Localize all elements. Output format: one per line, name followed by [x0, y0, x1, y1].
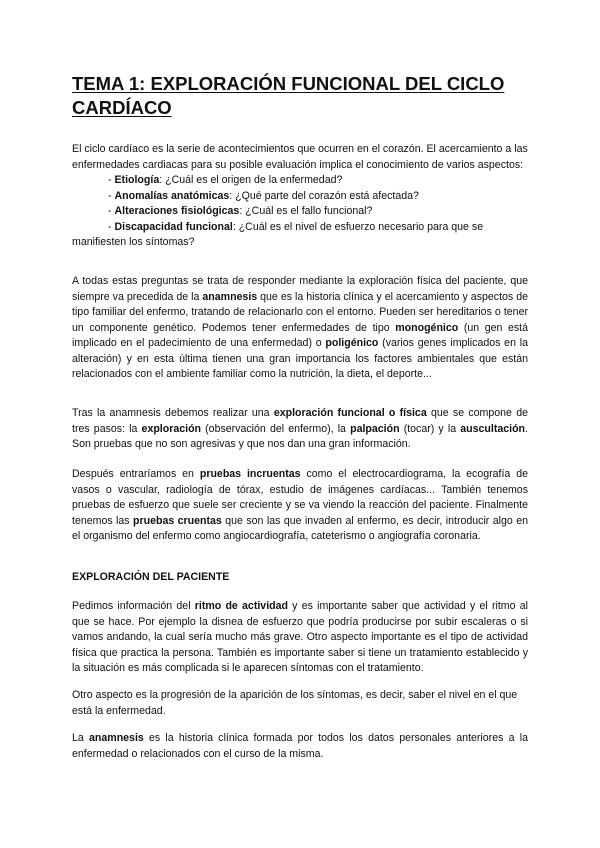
paragraph-anamnesis: A todas estas preguntas se trata de responder mediante la exploración física del paciente, que siempre va precedida de la anamnesis que es la historia clínica y el acercamiento y aspectos de tipo familiar del enfermo, tratando de relacionarlo con el entorno. Pueden ser hereditarios o tener un componente genético. Podemos tener enfermedades de tipo monogénico (un gen está implicado en el padecimiento de una enfermedad) o poligénico (varios genes implicados en la alteración) y en esta última tienen una gran importancia los factores ambientales que están relacionados con el ambiente familiar como la nutrición, la dieta, el deporte...: [72, 275, 528, 380]
list-item-term: Discapacidad funcional: [114, 220, 233, 233]
paragraph-exploracion: Tras la anamnesis debemos realizar una exploración funcional o física que se compone de tres pasos: la exploración (observación del enfermo), la palpación (tocar) y la auscultación. Son pruebas que no son agresivas y que nos dan una gran información.: [72, 407, 528, 450]
intro-paragraph: [72, 142, 528, 251]
section-heading: EXPLORACIÓN DEL PACIENTE: [72, 571, 230, 583]
paragraph-pruebas: Después entraríamos en pruebas incruentas como el electrocardiograma, la ecografía de vasos o vascular, radiología de tórax, estudio de imágenes cardíacas... También tenemos pruebas de esfuerzo que suele ser creciente y se va viendo la reacción del paciente. Finalmente tenemos las pruebas cruentas que son las que invaden al enfermo, es decir, introducir algo en el organismo del enfermo como angiocardiografía, cateterismo o angiografía coronaria.: [72, 468, 528, 542]
list-item-term: Etiología: [114, 174, 160, 186]
list-item: - Etiología: ¿Cuál es el origen de la enfermedad?: [108, 174, 343, 186]
list-item-term: Anomalías anatómicas: [114, 189, 230, 202]
paragraph-progresion: Otro aspecto es la progresión de la aparición de los síntomas, es decir, saber el nivel en el que está la enfermedad.: [72, 689, 518, 717]
list-item: - Alteraciones fisiológicas: ¿Cuál es el fallo funcional?: [108, 205, 373, 217]
list-item-term: Alteraciones fisiológicas: [114, 205, 240, 217]
list-item: - Discapacidad funcional: ¿Cuál es el nivel de esfuerzo necesario para que se manifiesten los síntomas?: [72, 220, 484, 248]
page-title: TEMA 1: EXPLORACIÓN FUNCIONAL DEL CICLO CARDÍACO: [72, 73, 505, 118]
list-item: - Anomalías anatómicas: ¿Qué parte del corazón está afectada?: [108, 189, 419, 202]
paragraph-anamnesis-definicion: La anamnesis es la historia clínica formada por todos los datos personales anteriores a la enfermedad o relacionados con el curso de la misma.: [72, 732, 528, 760]
intro-text: El ciclo cardíaco es la serie de acontecimientos que ocurren en el corazón. El acercamiento a las enfermedades cardiacas para su posible evaluación implica el conocimiento de varios aspectos:: [72, 143, 528, 171]
paragraph-ritmo-actividad: Pedimos información del ritmo de actividad y es importante saber que actividad y el ritmo al que se hace. Por ejemplo la disnea de esfuerzo que podría producirse por subir escaleras o si vamos andando, la cual sería mucho más grave. Otro aspecto importante es el tipo de actividad física que practica la persona. También es importante saber si tiene un tratamiento establecido y la situación es más complicada si le aparecen síntomas con el tratamiento.: [72, 600, 528, 674]
